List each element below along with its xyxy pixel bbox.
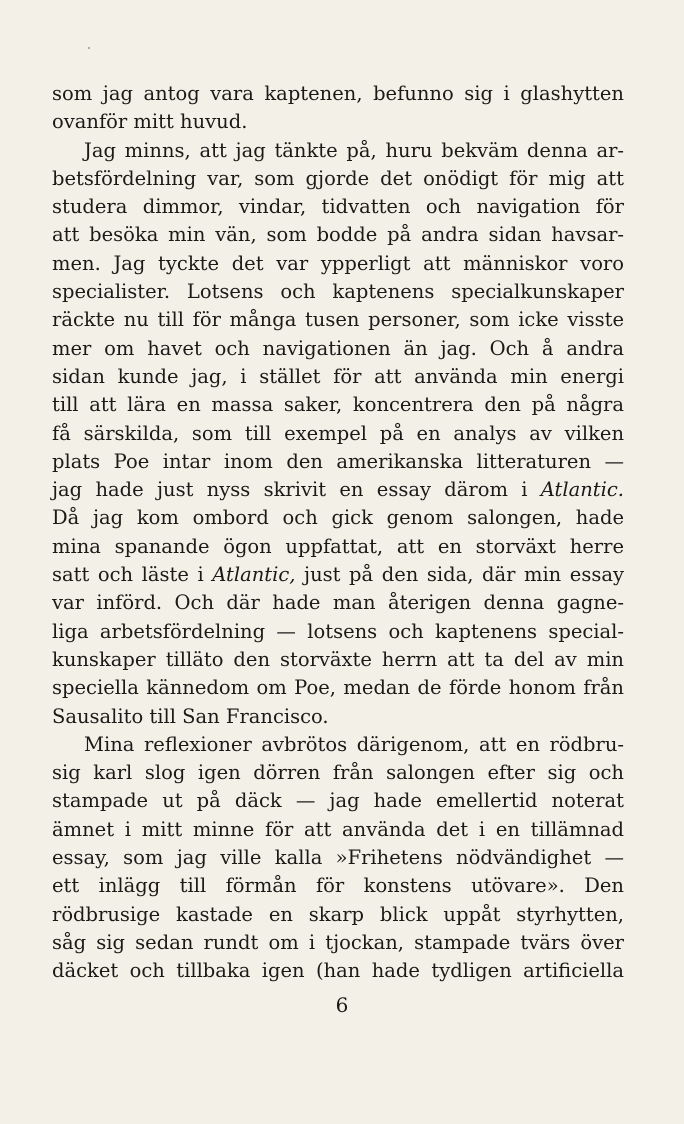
text-line <box>52 391 624 419</box>
text-line <box>52 108 624 136</box>
text-line-content: att besöka min vän, som bodde på andra sidan havsar- <box>52 223 624 247</box>
text-line <box>52 250 624 278</box>
text-line <box>52 759 624 787</box>
text-line-content: få särskilda, som till exempel på en analys av vilken <box>52 421 624 445</box>
text-line-content: stampade ut på däck — jag hade emellertid noterat <box>52 789 624 813</box>
text-line <box>52 901 624 929</box>
text-line-content: betsfördelning var, som gjorde det onödigt för mig att <box>52 166 624 190</box>
text-line <box>52 193 624 221</box>
text-line <box>52 929 624 957</box>
text-line-content: sig karl slog igen dörren från salongen efter sig och <box>52 761 624 785</box>
text-line-content: kunskaper tilläto den storväxte herrn att ta del av min <box>52 647 624 671</box>
italic-title: Atlantic. <box>540 478 624 502</box>
text-line <box>52 420 624 448</box>
text-line-content: däcket och tillbaka igen (han hade tydligen artificiella <box>52 959 624 983</box>
page-number: 6 <box>335 993 349 1017</box>
paper-speck <box>88 47 90 49</box>
text-line-content: ovanför mitt huvud. <box>52 110 248 134</box>
text-line <box>52 165 624 193</box>
text-line-content: speciella kännedom om Poe, medan de förde honom från <box>52 676 624 700</box>
text-line-continuation: just på den sida, där min essay <box>295 563 624 587</box>
text-line-content: Sausalito till San Francisco. <box>52 704 329 728</box>
body-text <box>52 80 624 986</box>
text-line-content: mina spanande ögon uppfattat, att en storväxt herre <box>52 534 624 558</box>
text-line-content: Mina reflexioner avbrötos därigenom, att en rödbru- <box>84 732 624 756</box>
text-line <box>52 957 624 985</box>
text-line-content: rödbrusige kastade en skarp blick uppåt styrhytten, <box>52 902 624 926</box>
text-line-content: liga arbetsfördelning — lotsens och kaptenens special- <box>52 619 624 643</box>
text-line <box>52 589 624 617</box>
text-line-content: var införd. Och där hade man återigen denna gagne- <box>52 591 624 615</box>
text-line <box>52 731 624 759</box>
text-line <box>52 646 624 674</box>
text-line-content: plats Poe intar inom den amerikanska litteraturen — <box>52 449 624 473</box>
text-line-content: studera dimmor, vindar, tidvatten och navigation för <box>52 195 624 219</box>
text-line <box>52 335 624 363</box>
text-line <box>52 816 624 844</box>
text-line-content: jag hade just nyss skrivit en essay därom i <box>52 478 541 502</box>
text-line-content: räckte nu till för många tusen personer, som icke visste <box>52 308 624 332</box>
text-line <box>52 221 624 249</box>
text-line-content: som jag antog vara kaptenen, befunno sig i glashytten <box>52 82 624 105</box>
text-line-content: men. Jag tyckte det var ypperligt att människor voro <box>52 251 624 275</box>
text-line <box>52 306 624 334</box>
text-line-content: ämnet i mitt minne för att använda det i en tillämnad <box>52 817 624 841</box>
text-line <box>52 787 624 815</box>
text-line-content: specialister. Lotsens och kaptenens specialkunskaper <box>52 280 624 304</box>
text-line <box>52 872 624 900</box>
text-line <box>52 476 624 504</box>
text-line-content: Då jag kom ombord och gick genom salongen, hade <box>52 506 624 530</box>
text-line <box>52 674 624 702</box>
text-line <box>52 618 624 646</box>
text-line-content: till att lära en massa saker, koncentrera den på några <box>52 393 624 417</box>
text-line-content: ett inlägg till förmån för konstens utövare». Den <box>52 874 624 898</box>
text-line <box>52 278 624 306</box>
text-line <box>52 363 624 391</box>
text-line-content: essay, som jag ville kalla »Frihetens nödvändighet — <box>52 846 624 870</box>
text-line-content: sidan kunde jag, i stället för att använda min energi <box>52 364 624 388</box>
text-line-content: Jag minns, att jag tänkte på, huru bekväm denna ar- <box>84 138 624 162</box>
italic-title: Atlantic, <box>212 563 296 587</box>
text-line <box>52 80 624 108</box>
text-line-content: satt och läste i <box>52 563 213 587</box>
text-line <box>52 703 624 731</box>
text-line <box>52 448 624 476</box>
text-line <box>52 561 624 589</box>
text-line <box>52 533 624 561</box>
text-line <box>52 137 624 165</box>
text-line-content: mer om havet och navigationen än jag. Och å andra <box>52 336 624 360</box>
text-line <box>52 504 624 532</box>
text-line <box>52 844 624 872</box>
text-line-content: såg sig sedan rundt om i tjockan, stampade tvärs över <box>52 930 624 954</box>
